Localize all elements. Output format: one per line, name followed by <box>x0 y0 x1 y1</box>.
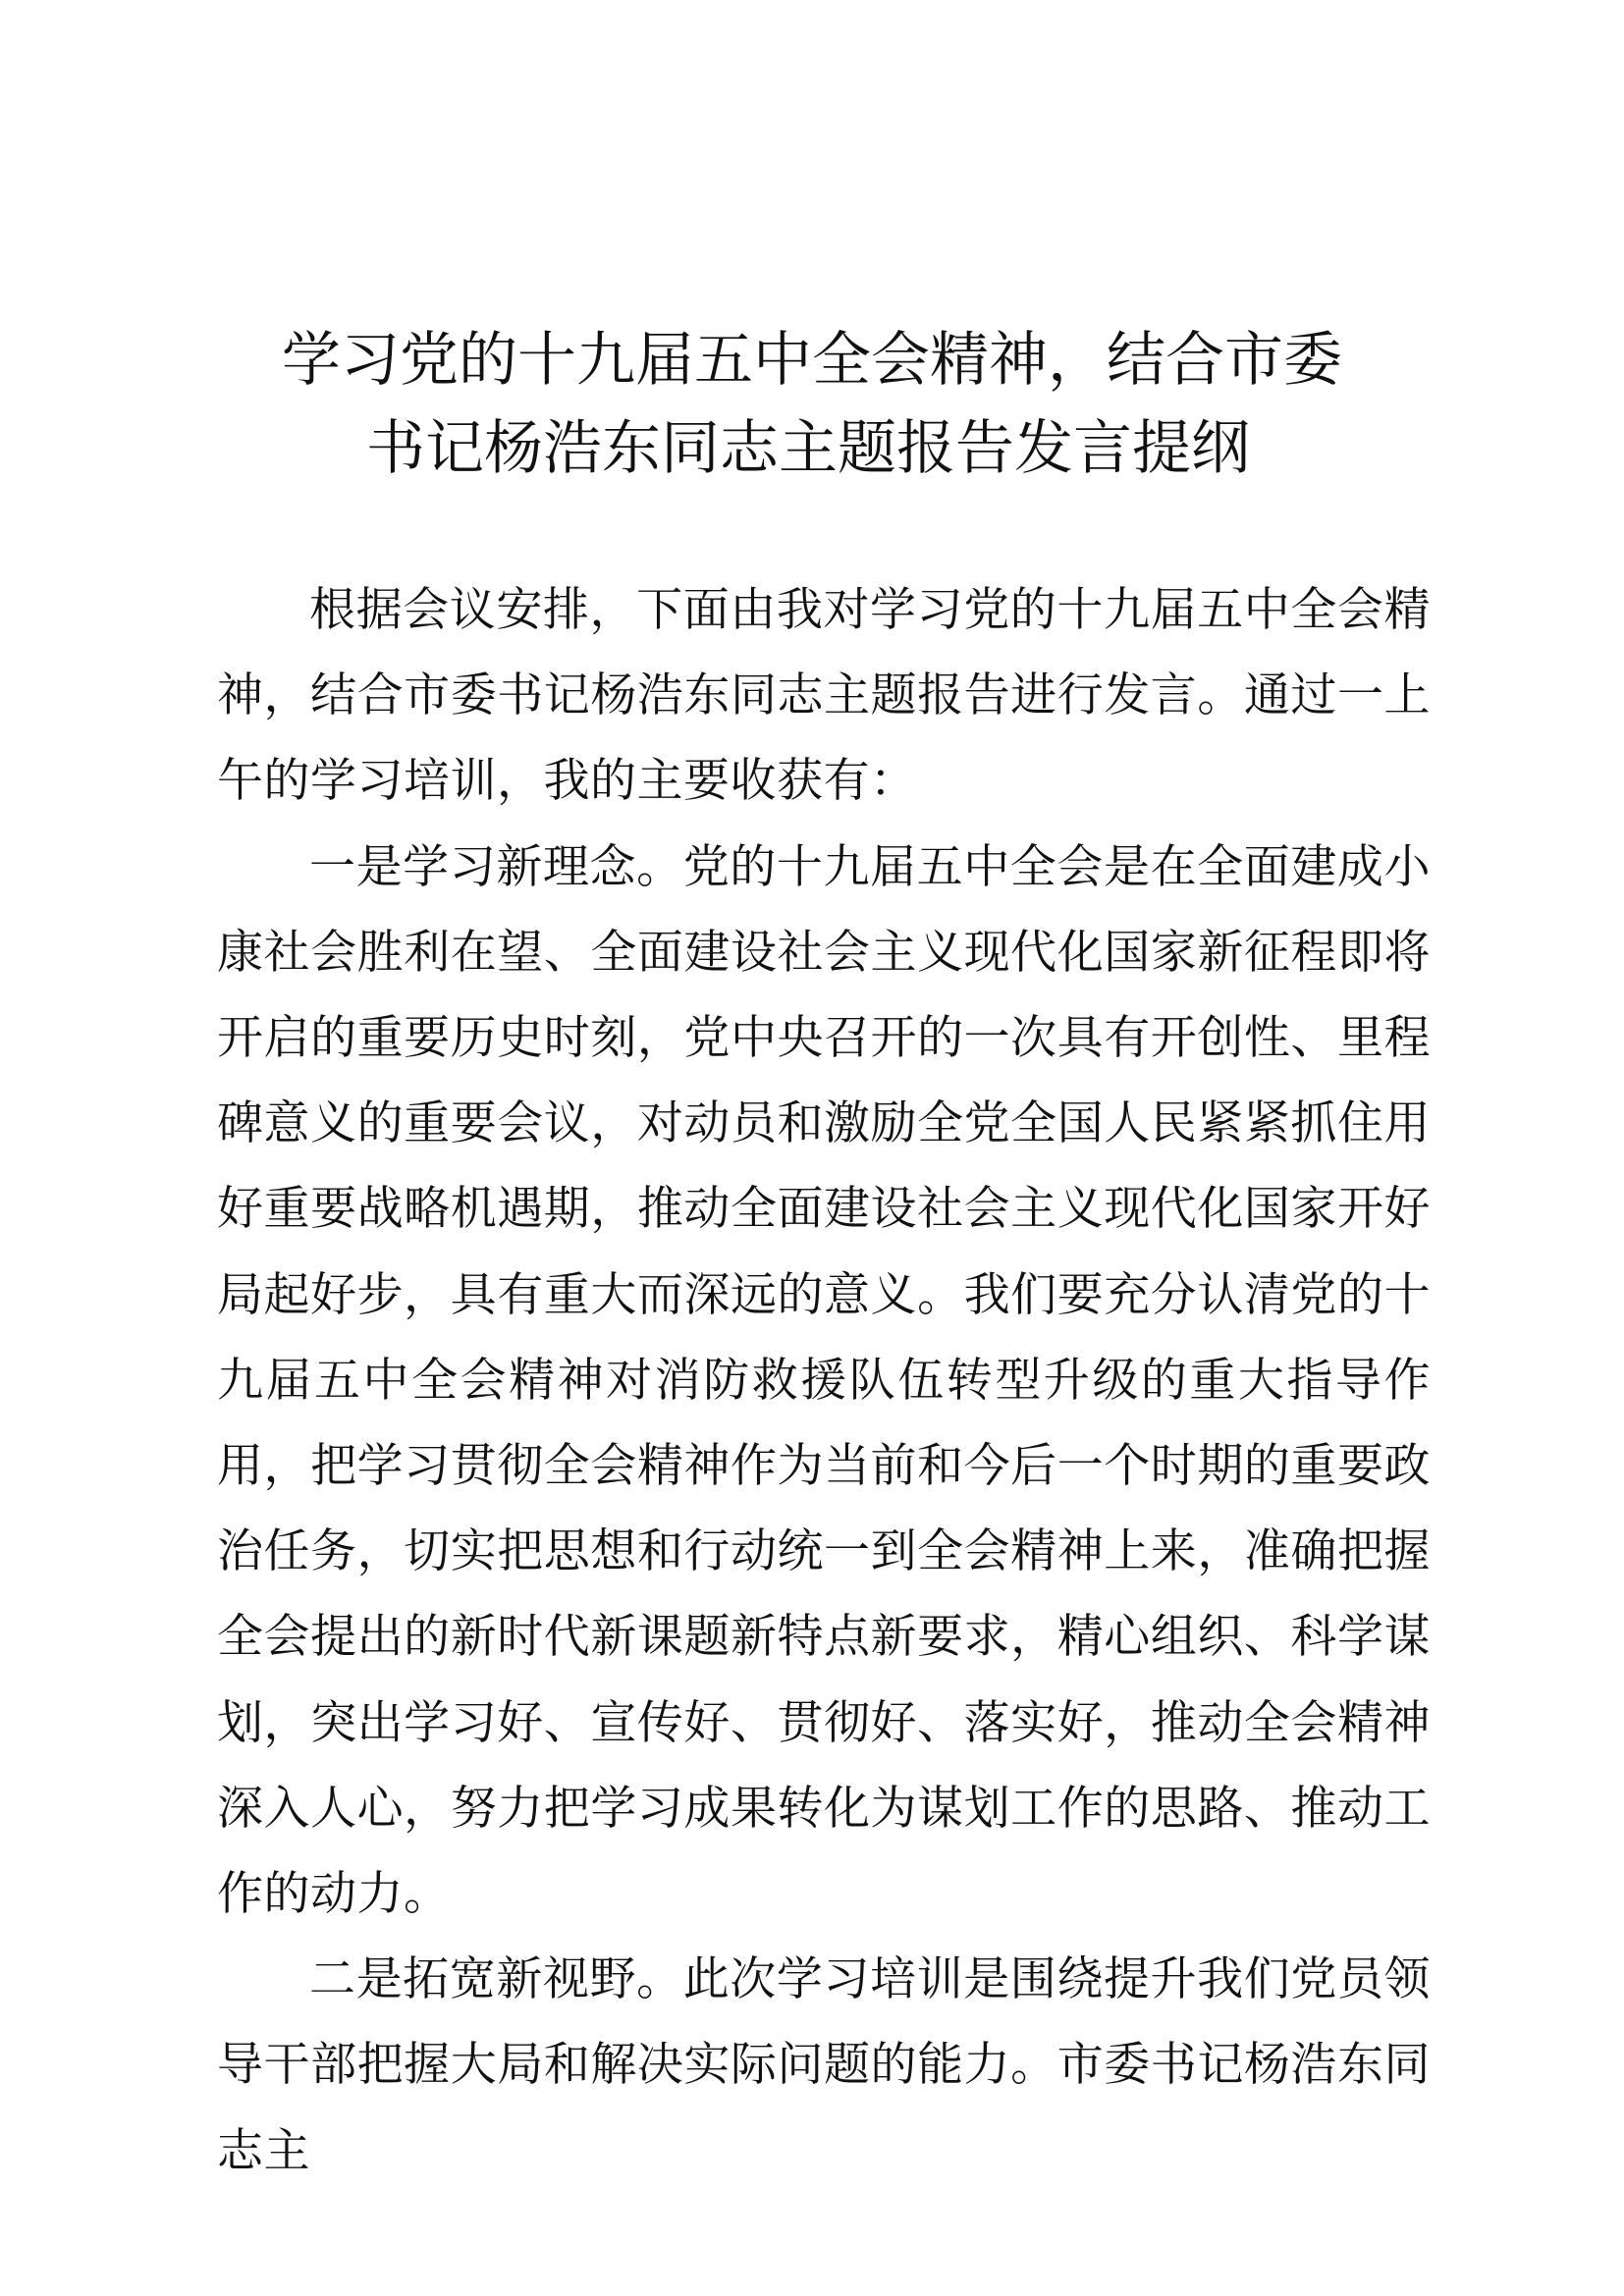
title-line-1: 学习党的十九届五中全会精神，结合市委 <box>282 326 1342 395</box>
title-line-2: 书记杨浩东同志主题报告发言提纲 <box>366 414 1250 483</box>
document-body <box>217 567 1431 2194</box>
paragraph-point-one: 一是学习新理念。党的十九届五中全会是在全面建成小康社会胜利在望、全面建设社会主义现代化国家新征程即将开启的重要历史时刻，党中央召开的一次具有开创性、里程碑意义的重要会议，对动员和激励全党全国人民紧紧抓住用好重要战略机遇期，推动全面建设社会主义现代化国家开好局起好步，具有重大而深远的意义。我们要充分认清党的十九届五中全会精神对消防救援队伍转型升级的重大指导作用，把学习贯彻全会精神作为当前和今后一个时期的重要政治任务，切实把思想和行动统一到全会精神上来，准确把握全会提出的新时代新课题新特点新要求，精心组织、科学谋划，突出学习好、宣传好、贯彻好、落实好，推动全会精神深入人心，努力把学习成果转化为谋划工作的思路、推动工作的动力。 <box>217 839 1431 1922</box>
paragraph-intro: 根据会议安排，下面由我对学习党的十九届五中全会精神，结合市委书记杨浩东同志主题报告进行发言。通过一上午的学习培训，我的主要收获有： <box>217 583 1431 809</box>
paragraph-point-two: 二是拓宽新视野。此次学习培训是围绕提升我们党员领导干部把握大局和解决实际问题的能力。市委书记杨浩东同志主 <box>217 1952 1431 2178</box>
document-title <box>0 316 1624 493</box>
